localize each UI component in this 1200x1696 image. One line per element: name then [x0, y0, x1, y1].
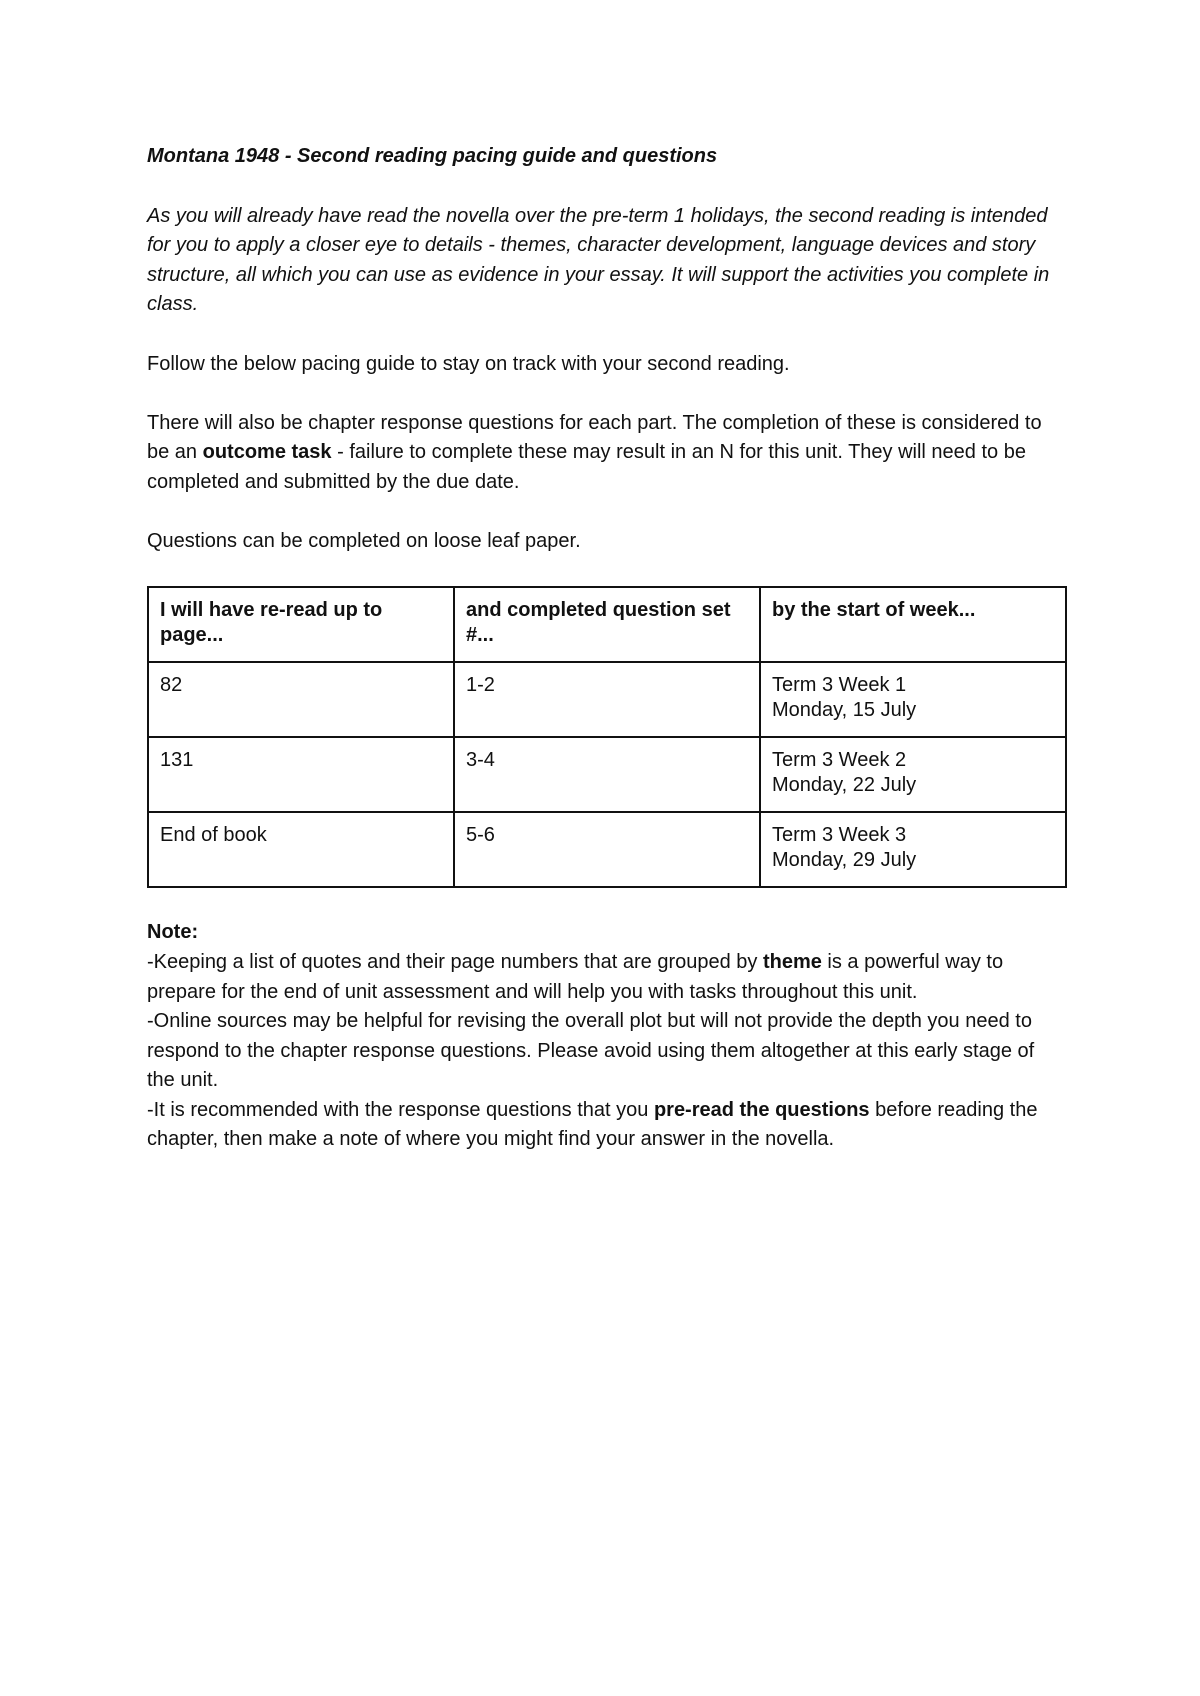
note-item-pre-read: [147, 1096, 1067, 1155]
questions-text-before: There will also be chapter response questions for each part. The completion of these is considered to be an: [147, 411, 1042, 464]
intro-paragraph: As you will already have read the novella over the pre-term 1 holidays, the second reading is intended for you to apply a closer eye to details - themes, character development, language devices and story structure, all which you can use as evidence in your essay. It will support the activities you complete in class.: [147, 204, 1050, 316]
cell-question-set: 3-4: [454, 737, 760, 812]
questions-text-after: - failure to complete these may result in an N for this unit. They will need to be completed and submitted by the due date.: [147, 441, 1026, 493]
document-title: Montana 1948 - Second reading pacing guide and questions: [147, 145, 718, 167]
cell-week-label: Term 3 Week 3: [772, 824, 907, 847]
loose-leaf-paragraph: Questions can be completed on loose leaf paper.: [147, 530, 581, 553]
cell-question-set: 5-6: [454, 812, 760, 887]
document-page: [147, 142, 1067, 1155]
cell-page: 82: [148, 662, 454, 737]
pacing-table: [147, 586, 1067, 888]
note-item-theme: [147, 948, 1067, 1007]
follow-paragraph: Follow the below pacing guide to stay on track with your second reading.: [147, 352, 790, 375]
table-header-row: [148, 587, 1066, 662]
cell-week: [760, 737, 1066, 812]
outcome-task-emphasis: outcome task: [202, 441, 332, 464]
note-section: [147, 918, 1067, 1155]
questions-paragraph: [147, 409, 1067, 498]
note-item-online-sources: -Online sources may be helpful for revising the overall plot but will not provide the depth you need to respond to the chapter response questions. Please avoid using them altogether at this early stage of the unit.: [147, 1010, 1035, 1092]
cell-week-date: Monday, 15 July: [772, 699, 917, 722]
note-item-theme-before: -Keeping a list of quotes and their page numbers that are grouped by: [147, 950, 763, 973]
cell-week-date: Monday, 22 July: [772, 774, 917, 797]
note-item-pre-read-before: -It is recommended with the response questions that you: [147, 1098, 654, 1121]
note-heading: Note:: [147, 921, 199, 944]
cell-page: 131: [148, 737, 454, 812]
cell-week: [760, 812, 1066, 887]
note-item-theme-after: is a powerful way to prepare for the end of unit assessment and will help you with tasks throughout this unit.: [147, 950, 1004, 1003]
theme-emphasis: theme: [762, 950, 822, 973]
cell-week-label: Term 3 Week 1: [772, 674, 907, 697]
cell-week-date: Monday, 29 July: [772, 849, 917, 872]
cell-week-label: Term 3 Week 2: [772, 749, 907, 772]
header-question-set: and completed question set #...: [454, 587, 760, 662]
pre-read-emphasis: pre-read the questions: [653, 1098, 870, 1121]
table-row: [148, 662, 1066, 737]
header-page: I will have re-read up to page...: [148, 587, 454, 662]
table-row: [148, 737, 1066, 812]
note-item-pre-read-after: before reading the chapter, then make a note of where you might find your answer in the novella.: [147, 1098, 1038, 1151]
cell-page: End of book: [148, 812, 454, 887]
table-row: [148, 812, 1066, 887]
cell-week: [760, 662, 1066, 737]
header-week: by the start of week...: [760, 587, 1066, 662]
cell-question-set: 1-2: [454, 662, 760, 737]
